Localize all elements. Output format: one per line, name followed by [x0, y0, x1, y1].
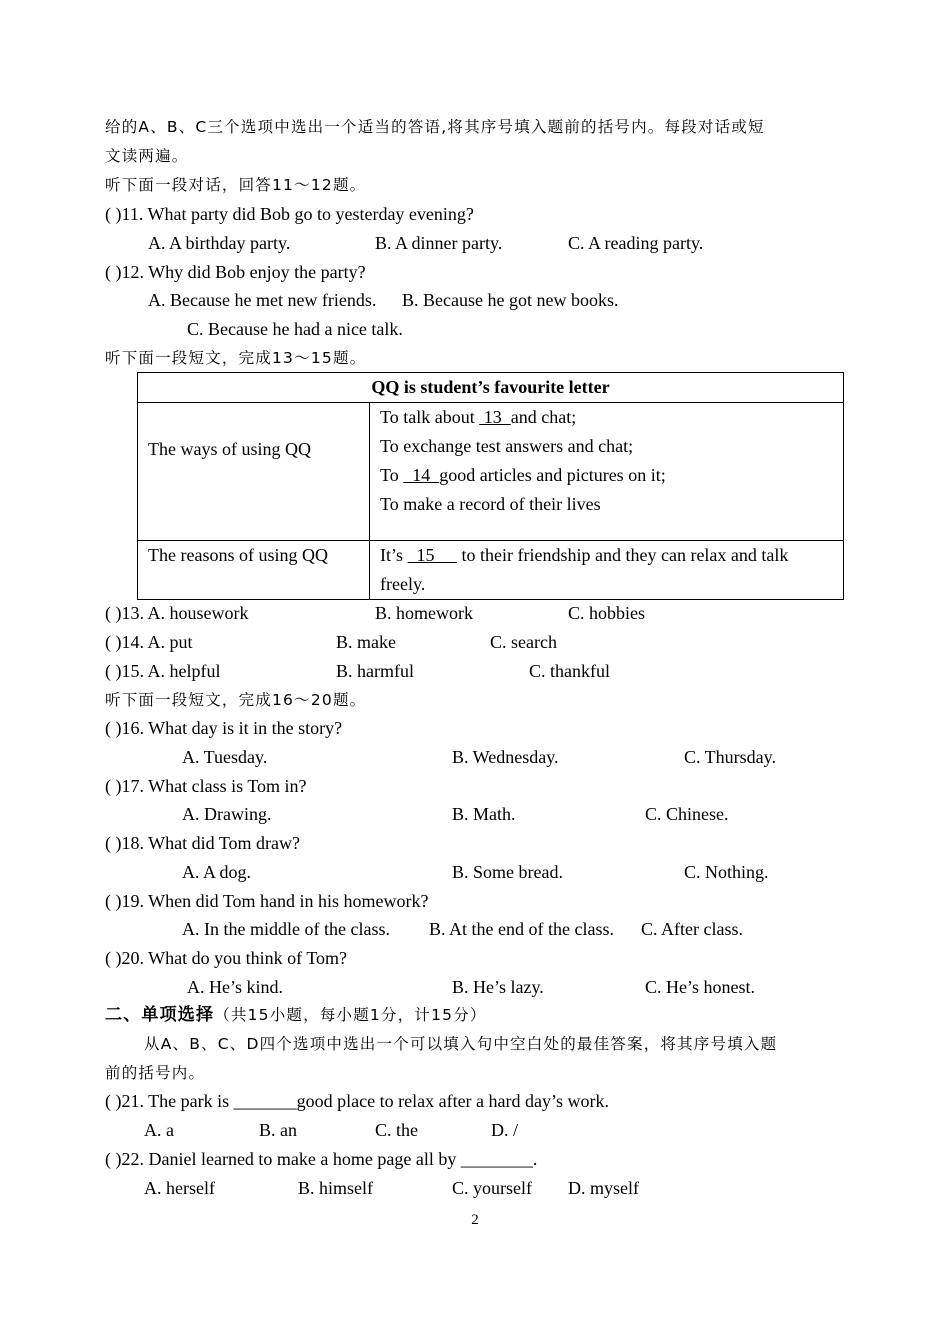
q16-stem: ( )16. What day is it in the story?	[105, 718, 343, 738]
q18-option-c: C. Nothing.	[684, 862, 769, 882]
q19-option-a: A. In the middle of the class.	[182, 919, 390, 939]
qq-table-title: QQ is student’s favourite letter	[138, 373, 844, 403]
q22-option-c: C. yourself	[452, 1178, 532, 1198]
q13-option-b: B. homework	[375, 603, 473, 623]
q15-stem: ( )15. A. helpful	[105, 661, 221, 681]
ways-line-4: To make a record of their lives	[380, 494, 601, 514]
intro-line-1: 给的A、B、C三个选项中选出一个适当的答语,将其序号填入题前的括号内。每段对话或短	[105, 118, 765, 136]
q22-option-a: A. herself	[144, 1178, 215, 1198]
q13-option-c: C. hobbies	[568, 603, 646, 623]
q12-stem: ( )12. Why did Bob enjoy the party?	[105, 262, 366, 282]
q15-option-b: B. harmful	[336, 661, 414, 681]
reasons-label: The reasons of using QQ	[138, 541, 370, 600]
reasons-content: It’s 15 to their friendship and they can relax and talk freely.	[370, 541, 844, 600]
q13-stem: ( )13. A. housework	[105, 603, 249, 623]
q20-option-c: C. He’s honest.	[645, 977, 755, 997]
q22-stem: ( )22. Daniel learned to make a home page all by ________.	[105, 1149, 538, 1169]
ways-line-3: To 14 good articles and pictures on it;	[380, 465, 666, 485]
blank-15: 15	[407, 545, 458, 565]
part2-heading: 听下面一段短文，完成13～15题。	[105, 349, 367, 367]
q17-option-c: C. Chinese.	[645, 804, 729, 824]
q21-stem: ( )21. The park is _______good place to relax after a hard day’s work.	[105, 1091, 610, 1111]
q16-option-a: A. Tuesday.	[182, 747, 268, 767]
q12-option-c: C. Because he had a nice talk.	[187, 319, 403, 339]
q11-stem: ( )11. What party did Bob go to yesterday evening?	[105, 204, 474, 224]
qq-table	[137, 372, 844, 600]
q19-option-c: C. After class.	[641, 919, 743, 939]
q14-option-c: C. search	[490, 632, 557, 652]
part3-heading: 听下面一段短文，完成16～20题。	[105, 691, 367, 709]
q21-option-d: D. /	[491, 1120, 518, 1140]
page-number: 2	[471, 1212, 479, 1228]
q18-option-b: B. Some bread.	[452, 862, 563, 882]
section2-instruction-2: 前的括号内。	[105, 1064, 206, 1082]
q21-option-c: C. the	[375, 1120, 418, 1140]
q22-option-d: D. myself	[568, 1178, 639, 1198]
q20-stem: ( )20. What do you think of Tom?	[105, 948, 348, 968]
q20-option-b: B. He’s lazy.	[452, 977, 544, 997]
q11-option-b: B. A dinner party.	[375, 233, 503, 253]
ways-line-1: To talk about 13 and chat;	[380, 407, 577, 427]
blank-14: 14	[403, 465, 440, 485]
q12-option-b: B. Because he got new books.	[402, 290, 619, 310]
section2-score: （共15小题，每小题1分，计15分）	[214, 1006, 487, 1024]
section2-heading	[105, 1003, 487, 1027]
q18-stem: ( )18. What did Tom draw?	[105, 833, 301, 853]
q20-option-a: A. He’s kind.	[187, 977, 283, 997]
q17-option-b: B. Math.	[452, 804, 516, 824]
q11-option-a: A. A birthday party.	[148, 233, 291, 253]
q21-option-a: A. a	[144, 1120, 174, 1140]
q21-option-b: B. an	[259, 1120, 297, 1140]
q17-option-a: A. Drawing.	[182, 804, 272, 824]
blank-13: 13	[479, 407, 511, 427]
ways-label: The ways of using QQ	[138, 403, 370, 541]
q11-option-c: C. A reading party.	[568, 233, 704, 253]
q22-option-b: B. himself	[298, 1178, 373, 1198]
q12-option-a: A. Because he met new friends.	[148, 290, 377, 310]
q16-option-b: B. Wednesday.	[452, 747, 559, 767]
q19-stem: ( )19. When did Tom hand in his homework?	[105, 891, 429, 911]
q18-option-a: A. A dog.	[182, 862, 252, 882]
ways-line-2: To exchange test answers and chat;	[380, 436, 634, 456]
q16-option-c: C. Thursday.	[684, 747, 776, 767]
q19-option-b: B. At the end of the class.	[429, 919, 614, 939]
section2-title: 二、单项选择	[105, 1005, 215, 1025]
ways-content	[370, 403, 844, 541]
part1-heading: 听下面一段对话，回答11～12题。	[105, 176, 367, 194]
q14-stem: ( )14. A. put	[105, 632, 193, 652]
q14-option-b: B. make	[336, 632, 396, 652]
q15-option-c: C. thankful	[529, 661, 610, 681]
intro-line-2: 文读两遍。	[105, 147, 189, 165]
section2-instruction-1: 从A、B、C、D四个选项中选出一个可以填入句中空白处的最佳答案，将其序号填入题	[144, 1035, 778, 1053]
q17-stem: ( )17. What class is Tom in?	[105, 776, 307, 796]
